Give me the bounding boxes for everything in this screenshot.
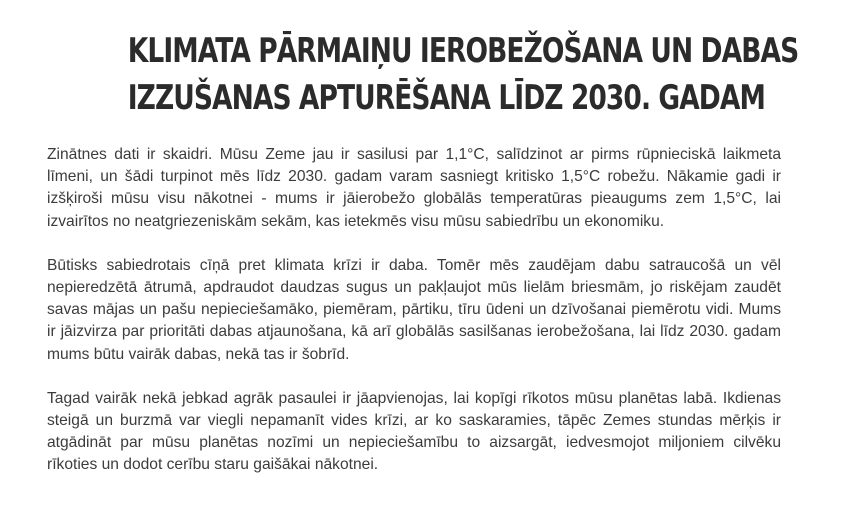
page-title-line-1: KLIMATA PĀRMAIŅU IEROBEŽOŠANA UN DABAS	[127, 31, 799, 71]
paragraph-nature-ally: Būtisks sabiedrotais cīņā pret klimata krīzi ir daba. Tomēr mēs zaudējam dabu satraucošā un vēl nepieredzētā ātrumā, apdraudot daudzas sugus un pakļaujot mūs lielām briesmām, jo riskējam zaudēt savas mājas un pašu nepieciešamāko, piemēram, pārtiku, tīru ūdeni un dzīvošanai piemērotu vidi. Mums ir jāizvirza par prioritāti dabas atjaunošana, kā arī globālās sasilšanas ierobežošana, lai līdz 2030. gadam mums būtu vairāk dabas, nekā tas ir šobrīd.	[47, 256, 781, 363]
page-title	[127, 28, 799, 122]
paragraph-climate-science: Zinātnes dati ir skaidri. Mūsu Zeme jau ir sasilusi par 1,1°C, salīdzinot ar pirms rūpnieciskā laikmeta līmeni, un šādi turpinot mēs līdz 2030. gadam varam sasniegt kritisko 1,5°C robežu. Nākamie gadi ir izšķiroši mūsu visu nākotnei - mums ir jāierobežo globālās temperatūras pieaugums zem 1,5°C, lai izvairītos no neatgriezeniskām sekām, kas ietekmēs visu mūsu sabiedrību un ekonomiku.	[47, 146, 781, 230]
page-title-line-2: IZZUŠANAS APTURĒŠANA LĪDZ 2030. GADAM	[127, 78, 765, 118]
paragraph-earth-hour: Tagad vairāk nekā jebkad agrāk pasaulei ir jāapvienojas, lai kopīgi rīkotos mūsu planētas labā. Ikdienas steigā un burzmā var viegli nepamanīt vides krīzi, ar ko saskaramies, tāpēc Zemes stundas mērķis ir atgādināt par mūsu planētas nozīmi un nepieciešamību to aizsargāt, iedvesmojot miljoniem cilvēku rīkoties un dodot cerību staru gaišākai nākotnei.	[47, 389, 781, 474]
